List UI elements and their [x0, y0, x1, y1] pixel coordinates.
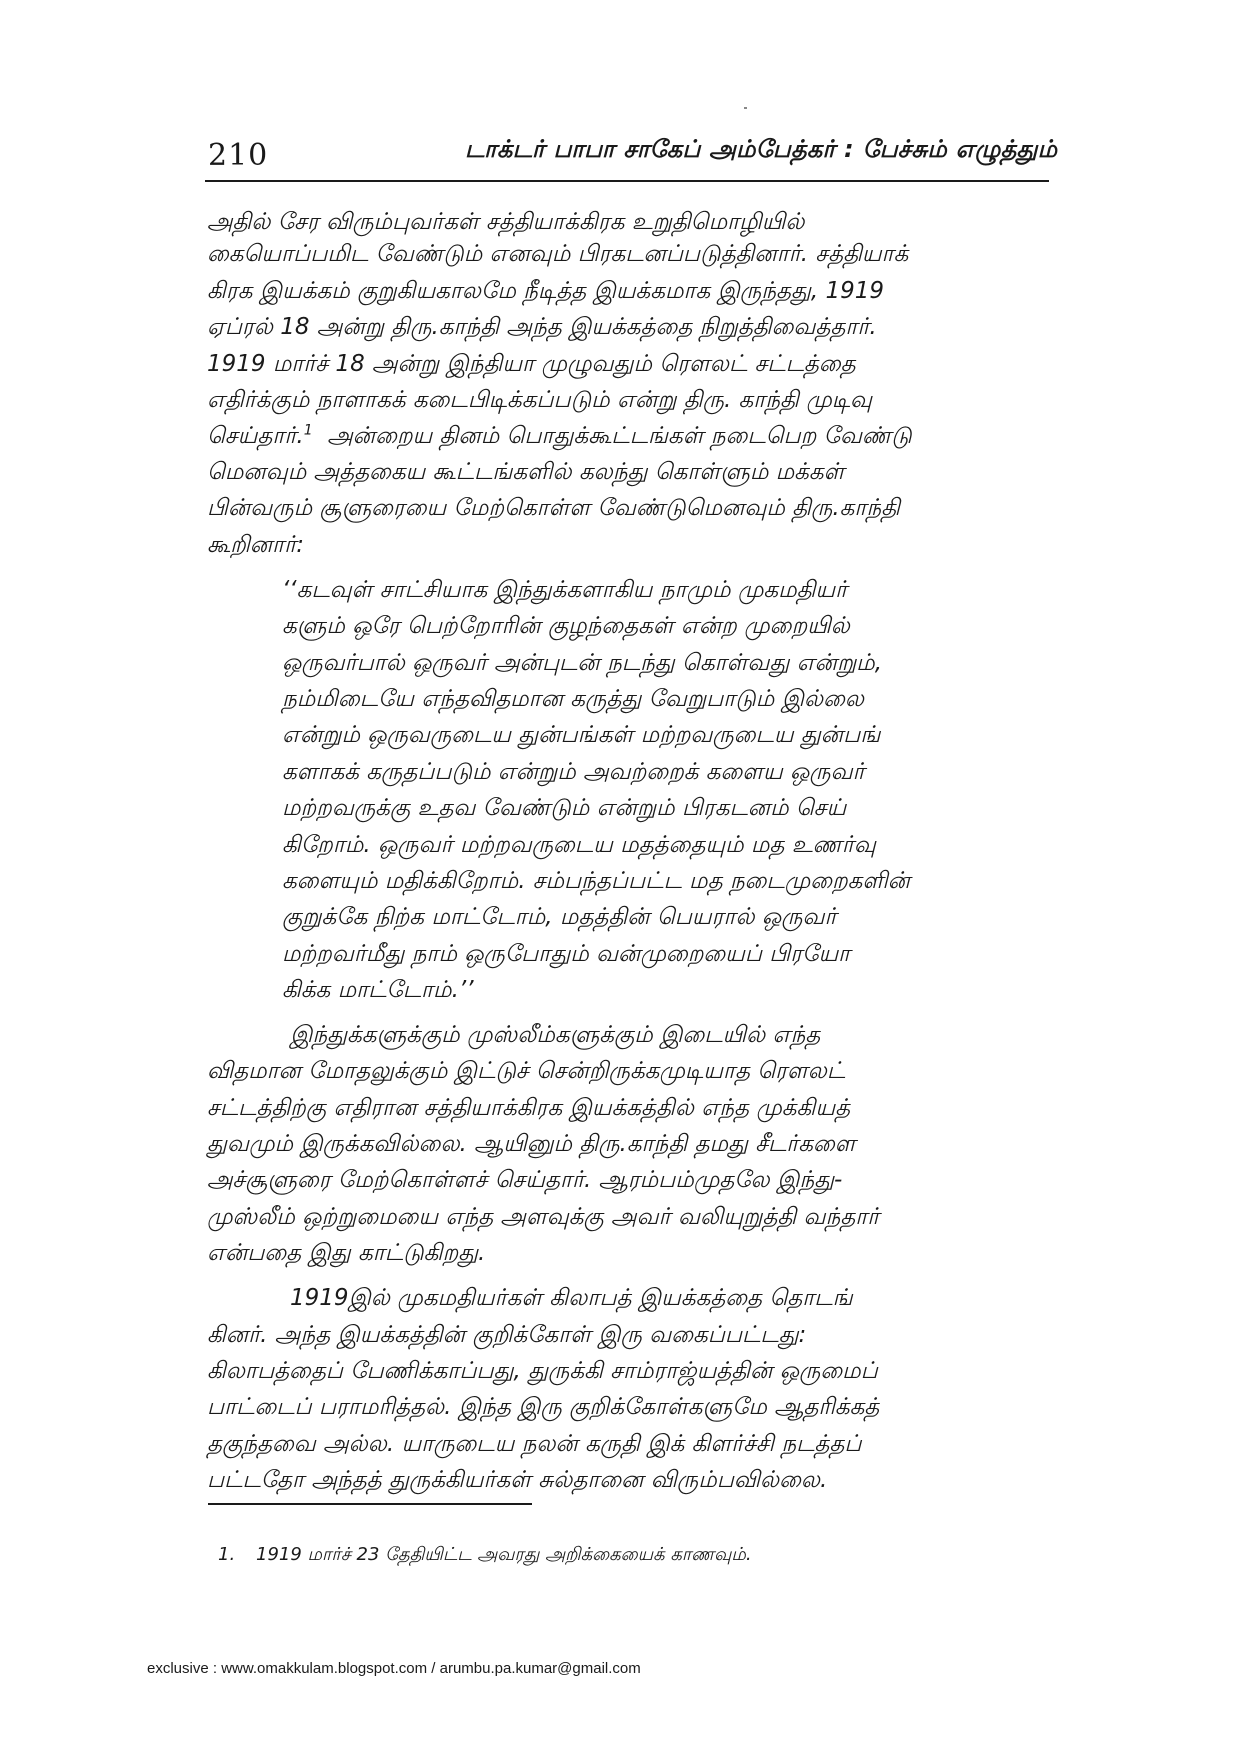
quote-line: குறுக்கே நிற்க மாட்டோம், மதத்தின் பெயரால் ஒருவர் [282, 904, 837, 930]
text-line: பின்வரும் சூளுரையை மேற்கொள்ள வேண்டுமெனவும் திரு.காந்தி [207, 495, 900, 521]
quote-line: களாகக் கருதப்படும் என்றும் அவற்றைக் களைய ஒருவர் [282, 759, 865, 785]
text-line: மெனவும் அத்தகைய கூட்டங்களில் கலந்து கொள்ளும் மக்கள் [207, 459, 845, 485]
quote-line: மற்றவர்மீது நாம் ஒருபோதும் வன்முறையைப் பிரயோ [282, 941, 851, 967]
text-line: துவமும் இருக்கவில்லை. ஆயினும் திரு.காந்தி தமது சீடர்களை [207, 1131, 856, 1157]
footer-credit: exclusive : www.omakkulam.blogspot.com / arumbu.pa.kumar@gmail.com [147, 1660, 641, 1677]
footnote-number: 1. [218, 1544, 236, 1565]
scan-speck [744, 107, 747, 109]
quote-line: நம்மிடையே எந்தவிதமான கருத்து வேறுபாடும் இல்லை [282, 686, 864, 712]
running-head: டாக்டர் பாபா சாகேப் அம்பேத்கர் : பேச்சும் எழுத்தும் [465, 135, 1058, 163]
text-line: 1919 மார்ச் 18 அன்று இந்தியா முழுவதும் ரௌலட் சட்டத்தை [207, 351, 856, 377]
text-line: எதிர்க்கும் நாளாகக் கடைபிடிக்கப்படும் என்று திரு. காந்தி முடிவு [207, 387, 873, 413]
text-line: தகுந்தவை அல்ல. யாருடைய நலன் கருதி இக் கிளர்ச்சி நடத்தப் [207, 1431, 862, 1457]
quote-line: கிறோம். ஒருவர் மற்றவருடைய மதத்தையும் மத உணர்வு [282, 832, 876, 858]
text-line: கிலாபத்தைப் பேணிக்காப்பது, துருக்கி சாம்ராஜ்யத்தின் ஒருமைப் [207, 1358, 878, 1384]
text-line: முஸ்லீம் ஒற்றுமையை எந்த அளவுக்கு அவர் வலியுறுத்தி வந்தார் [207, 1204, 880, 1230]
text-line: கையொப்பமிட வேண்டும் எனவும் பிரகடனப்படுத்தினார். சத்தியாக் [207, 241, 909, 267]
quote-line: ஒருவர்பால் ஒருவர் அன்புடன் நடந்து கொள்வது என்றும், [282, 650, 882, 676]
quote-line: என்றும் ஒருவருடைய துன்பங்கள் மற்றவருடைய துன்பங் [282, 722, 881, 748]
text-line: ஏப்ரல் 18 அன்று திரு.காந்தி அந்த இயக்கத்தை நிறுத்திவைத்தார். [207, 314, 877, 340]
text-line: பட்டதோ அந்தத் துருக்கியர்கள் சுல்தானை விரும்பவில்லை. [207, 1467, 828, 1493]
footnote-text: 1919 மார்ச் 23 தேதியிட்ட அவரது அறிக்கையைக் காணவும். [256, 1544, 752, 1565]
text-line: விதமான மோதலுக்கும் இட்டுச் சென்றிருக்கமுடியாத ரௌலட் [207, 1058, 846, 1084]
text-segment: செய்தார். [207, 423, 304, 449]
text-line: என்பதை இது காட்டுகிறது. [207, 1240, 486, 1266]
text-line: பாட்டைப் பராமரித்தல். இந்த இரு குறிக்கோள்களுமே ஆதரிக்கத் [207, 1394, 880, 1420]
text-line: அதில் சேர விரும்புவர்கள் சத்தியாக்கிரக உறுதிமொழியில் [207, 209, 805, 235]
footnote-rule [208, 1503, 532, 1505]
text-line: அச்சூளுரை மேற்கொள்ளச் செய்தார். ஆரம்பம்முதலே இந்து- [207, 1167, 843, 1193]
footnote-marker: 1 [303, 422, 313, 439]
quote-line: கிக்க மாட்டோம்.’’ [282, 977, 474, 1003]
quote-line: மற்றவருக்கு உதவ வேண்டும் என்றும் பிரகடனம் செய் [282, 795, 847, 821]
text-line [207, 421, 912, 451]
header-rule [205, 180, 1049, 182]
quote-line: ‘‘கடவுள் சாட்சியாக இந்துக்களாகிய நாமும் முகமதியர் [282, 577, 848, 603]
quote-line: களையும் மதிக்கிறோம். சம்பந்தப்பட்ட மத நடைமுறைகளின் [282, 868, 911, 894]
text-line: 1919இல் முகமதியர்கள் கிலாபத் இயக்கத்தை தொடங் [290, 1285, 853, 1311]
text-line: கினர். அந்த இயக்கத்தின் குறிக்கோள் இரு வகைப்பட்டது: [207, 1322, 807, 1348]
text-segment: அன்றைய தினம் பொதுக்கூட்டங்கள் நடைபெற வேண்டு [327, 423, 912, 449]
page-number: 210 [208, 138, 269, 173]
text-line: கிரக இயக்கம் குறுகியகாலமே நீடித்த இயக்கமாக இருந்தது, 1919 [207, 278, 885, 304]
quote-line: களும் ஒரே பெற்றோரின் குழந்தைகள் என்ற முறையில் [282, 613, 850, 639]
footnote [218, 1544, 752, 1567]
text-line: கூறினார்: [207, 532, 304, 558]
text-line: இந்துக்களுக்கும் முஸ்லீம்களுக்கும் இடையில் எந்த [290, 1022, 821, 1048]
text-line: சட்டத்திற்கு எதிரான சத்தியாக்கிரக இயக்கத்தில் எந்த முக்கியத் [207, 1095, 851, 1121]
